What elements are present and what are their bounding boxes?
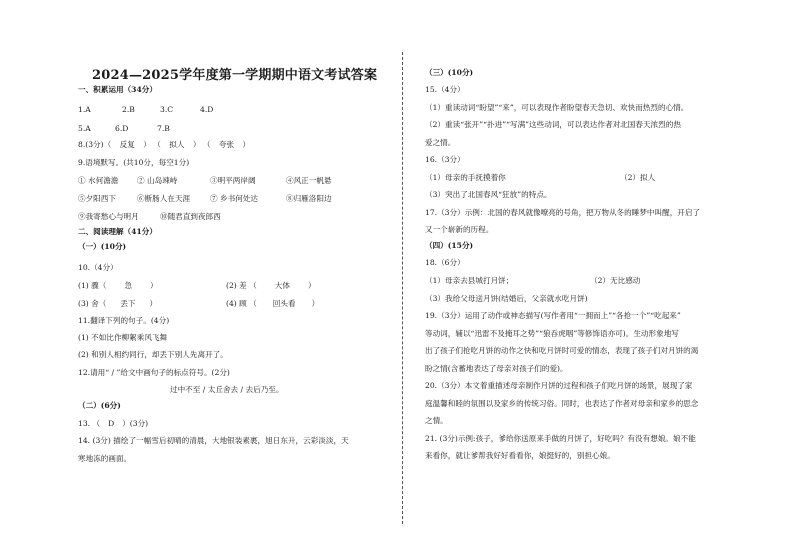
- q19-line-4: 盼之情(含蓄地表达了母亲对孩子们的爱)。: [425, 364, 568, 373]
- section-1-heading: 一、积累运用（34分）: [78, 85, 157, 94]
- q20-line-2: 庭温馨和睦的氛围以及家乡的传统习俗。同时，也表达了作者对母亲和家乡的思念: [425, 399, 699, 408]
- q10-item-4-close: ）: [311, 299, 320, 308]
- q10-item-1-close: ）: [149, 281, 158, 290]
- answer-4: 4.D: [200, 105, 214, 114]
- q9-item: ② 山岛竦峙: [137, 176, 178, 185]
- q10-item-1-num: (1) 骤（: [78, 281, 107, 290]
- q10-heading: 10.（4分）: [78, 263, 118, 272]
- q10-item-4-num: (4) 顾 （: [226, 299, 257, 308]
- answer-2: 2.B: [122, 105, 135, 114]
- q14-line-2: 寒地冻的画面。: [78, 454, 132, 463]
- q16-answer-2: （2）拟人: [620, 173, 656, 182]
- q10-item-3: [78, 300, 157, 308]
- q17-line-1: 17.（3分）示例：北国的春风就像嘹亮的号角，把万物从冬的睡梦中叫醒，开启了: [425, 208, 701, 217]
- q19-line-2: 等动词，辅以“迅雷不及掩耳之势”“狼吞虎咽”等修饰语亦可)。生动形象地写: [425, 329, 679, 338]
- q20-line-1: 20.（3分）本文着重描述母亲制作月饼的过程和孩子们吃月饼的场景，展现了家: [425, 381, 693, 390]
- q10-item-1-ans: 急: [124, 281, 132, 290]
- q10-item-2-ans: 大体: [274, 281, 290, 290]
- section-2-heading: 二、阅读理解（41分）: [78, 227, 157, 236]
- q18-answer-3: （3）我给父母送月饼(结婚后，父亲就水吃月饼): [425, 294, 588, 303]
- answer-8-label: 8.(3分)（: [78, 140, 112, 149]
- column-divider: [402, 52, 403, 524]
- q10-item-1: [78, 282, 158, 290]
- q18-heading: 18.（6分）: [425, 258, 465, 267]
- q16-heading: 16.（3分）: [425, 155, 465, 164]
- q13-answer: [78, 420, 148, 428]
- part-1-heading: （一）(10分): [78, 242, 127, 251]
- q10-item-3-ans: 丢下: [120, 299, 136, 308]
- q9-item: ⑥断肠人在天涯: [137, 194, 191, 203]
- answer-1: 1.A: [78, 105, 91, 114]
- q11-heading: 11.翻译下列的句子。(4分): [78, 316, 170, 325]
- q10-item-3-num: (3) 舍（: [78, 299, 107, 308]
- answer-8-close: ）: [242, 140, 251, 149]
- q11-answer-1: (1) 不如比作柳絮乘风飞舞: [78, 333, 168, 342]
- q10-item-4: [226, 300, 319, 308]
- q18-answer-2: （2）无比感动: [590, 276, 641, 285]
- part-4-heading: （四）(15分): [425, 241, 474, 250]
- q16-answer-3: （3）突出了北国春风“狂放”的特点。: [425, 190, 552, 199]
- q15-answer-2b: 爱之情。: [425, 138, 456, 147]
- q9-item: ⑦ 乡书何处达: [210, 194, 258, 203]
- answer-8-b: 拟人: [169, 140, 185, 149]
- q19-line-1: 19.（3分）运用了动作或神态描写(写作者用“一拥而上”“各抢一个”“吃起来”: [425, 311, 681, 320]
- part-3-heading: （三）(10分): [425, 68, 474, 77]
- q9-item: ① 水何澹澹: [78, 176, 119, 185]
- answer-3: 3.C: [160, 105, 174, 114]
- answer-8-c: 夸张: [218, 140, 235, 149]
- q17-line-2: 又一个崭新的历程。: [425, 225, 494, 234]
- q10-item-2: [226, 282, 316, 290]
- q10-item-4-ans: 回头看: [272, 299, 296, 308]
- answer-8-a: 反复: [119, 140, 135, 149]
- answer-6: 6.D: [115, 124, 129, 133]
- q13-close: ）(3分): [122, 419, 149, 428]
- q13-num: 13. （: [78, 419, 101, 428]
- answer-8-sep2: ） （: [143, 140, 161, 149]
- answer-8: [78, 141, 250, 149]
- q9-heading: 9.语境默写。(共10分，每空1分): [78, 158, 190, 167]
- q20-line-3: 之情。: [425, 416, 448, 425]
- q10-item-3-close: ）: [149, 299, 158, 308]
- q15-answer-2a: （2）重读“张开”“扑进”“写满”这些动词，可以表达作者对北国春天浓烈的热: [425, 120, 681, 129]
- q13-ans: D: [108, 419, 115, 428]
- answer-8-sep3: ） （: [192, 140, 211, 149]
- q11-answer-2: (2) 和别人相约同行，却丢下别人先离开了。: [78, 350, 228, 359]
- q21-line-1: 21. (3分)示例:孩子，爹给你送原来手做的月饼了，好吃吗？有没有想娘。娘不能: [425, 434, 696, 443]
- q10-item-2-num: (2) 差 （: [226, 281, 257, 290]
- q15-heading: 15.（4分）: [425, 85, 465, 94]
- q12-heading: 12.请用“ / ”给文中画句子的标点符号。(2分): [78, 368, 230, 377]
- q19-line-3: 出了孩子们抢吃月饼的动作之快和吃月饼时可爱的情态，表现了孩子们对月饼的渴: [425, 346, 699, 355]
- q9-item: ③明平两岸阔: [210, 176, 256, 185]
- q18-answer-1: （1）母亲去县城打月饼；: [425, 276, 514, 285]
- part-2-heading: （二）(6分): [78, 401, 121, 410]
- q9-item: ④风正一帆悬: [286, 176, 332, 185]
- q10-item-2-close: ）: [307, 281, 316, 290]
- q9-item: ⑩随君直到夜郎西: [160, 212, 221, 221]
- q16-answer-1: （1）母亲的手抚摸着你: [425, 173, 506, 182]
- page-title: 2024—2025学年度第一学期期中语文考试答案: [92, 68, 378, 83]
- q15-answer-1: （1）重读动词“盼望”“来”，可以表现作者盼望春天急切、欢快而热烈的心情。: [425, 103, 689, 112]
- answer-7: 7.B: [157, 124, 170, 133]
- q14-line-1: 14. (3分) 描绘了一幅雪后初晴的清晨，大地银装素裹，旭日东升，云彩淡淡，天: [78, 436, 349, 445]
- q9-item: ⑧归雁洛阳边: [286, 194, 332, 203]
- answer-5: 5.A: [78, 124, 91, 133]
- q21-line-2: 来看你，就让爹帮我好好看看你，娘挺好的，别担心娘。: [425, 451, 615, 460]
- q12-answer: 过中不至 / 太丘舍去 / 去后乃至。: [170, 385, 284, 394]
- q9-item: ⑤夕阳西下: [78, 194, 116, 203]
- q9-item: ⑨我寄愁心与明月: [78, 212, 139, 221]
